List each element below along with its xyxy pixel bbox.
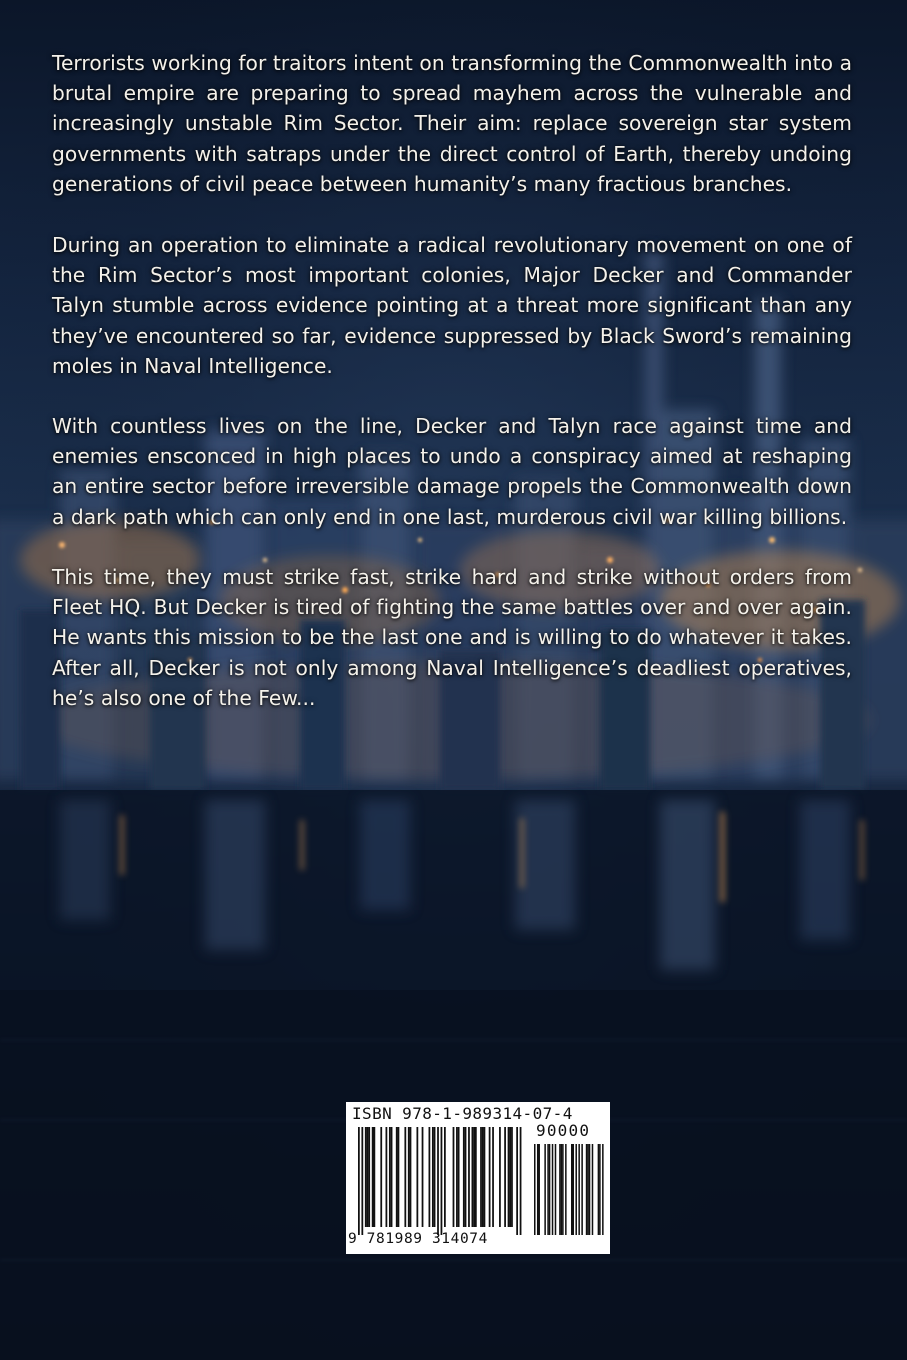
barcode-bar <box>484 1127 486 1227</box>
barcode-bar <box>372 1127 374 1227</box>
addon-bar <box>534 1144 536 1235</box>
addon-bar <box>571 1144 573 1235</box>
barcode-bar <box>456 1127 458 1227</box>
barcode-bar <box>504 1127 506 1227</box>
barcode-bar <box>492 1127 494 1227</box>
barcode-bar <box>432 1127 434 1227</box>
price-code: 90000 <box>536 1121 591 1140</box>
barcode-bar <box>368 1127 370 1227</box>
addon-bar <box>538 1144 540 1235</box>
barcode-bar <box>373 1127 375 1227</box>
barcode-bar <box>516 1127 518 1235</box>
barcode-bar <box>499 1127 501 1227</box>
barcode-bar <box>444 1127 446 1227</box>
blurb-paragraph-3: With countless lives on the line, Decker and Talyn race against time and enemies ensconced in high places to undo a conspiracy aimed at reshaping an entire sector before irreversible damage propels the Commonwealth down a dark path which can only end in one last, murderous civil war killing billions. <box>52 414 852 529</box>
addon-bar <box>598 1144 600 1235</box>
barcode-bar <box>391 1127 393 1227</box>
barcode-bar <box>463 1127 465 1227</box>
barcode-bar <box>520 1127 522 1235</box>
addon-bar <box>561 1144 563 1235</box>
barcode-bar <box>472 1127 474 1227</box>
blurb-paragraph-1: Terrorists working for traitors intent on transforming the Commonwealth into a brutal empire are preparing to spread mayhem across the vulnerable and increasingly unstable Rim Sector. Their aim: replace sovereign star system governments with satraps under the direct control of Earth, thereby undoing generations of civil peace between humanity’s many fractious branches. <box>52 51 852 196</box>
barcode-bar <box>437 1127 439 1235</box>
barcode-bar <box>511 1127 513 1227</box>
addon-bar <box>586 1144 588 1235</box>
addon-bar <box>587 1144 589 1235</box>
blurb-paragraph-4: This time, they must strike fast, strike hard and strike without orders from Fleet HQ. But Decker is tired of fighting the same battles over and over again. He wants this mission to be the last one and is willing to do whatever it takes. After all, Decker is not only among Naval Intelligence’s deadliest operatives, he’s also one of the Few... <box>52 565 852 710</box>
addon-bar <box>575 1144 577 1235</box>
ean-digits: 9 781989 314074 <box>348 1231 488 1247</box>
addon-bar <box>555 1144 557 1235</box>
addon-bar <box>549 1144 551 1235</box>
addon-bar <box>592 1144 594 1235</box>
barcode-bar <box>458 1127 460 1227</box>
barcode-bar <box>367 1127 369 1227</box>
addon-bar <box>581 1144 583 1235</box>
addon-bar <box>565 1144 567 1235</box>
barcode-bar <box>422 1127 424 1227</box>
barcode-bar <box>465 1127 467 1227</box>
addon-bar <box>599 1144 601 1235</box>
addon-bar <box>562 1144 564 1235</box>
addon-bar <box>589 1144 591 1235</box>
barcode-bar <box>509 1127 511 1227</box>
barcode-bar <box>429 1127 431 1227</box>
addon-bar <box>547 1144 549 1235</box>
isbn-barcode <box>346 1102 610 1254</box>
addon-bar <box>578 1144 580 1235</box>
addon-bar <box>559 1144 561 1235</box>
addon-bar <box>552 1144 554 1235</box>
addon-bar <box>537 1144 539 1235</box>
barcode-bar <box>386 1127 388 1227</box>
barcode-bar <box>434 1127 436 1227</box>
addon-bar <box>602 1144 604 1235</box>
barcode-bar <box>416 1127 418 1227</box>
barcode-bar <box>475 1127 477 1227</box>
barcode-bar <box>389 1127 391 1227</box>
barcode-bar <box>361 1127 363 1235</box>
barcode-bar <box>380 1127 382 1227</box>
barcode-bar <box>508 1127 510 1227</box>
barcode-bar <box>482 1127 484 1227</box>
barcode-bar <box>489 1127 491 1227</box>
barcode-bar <box>396 1127 398 1227</box>
blurb-paragraph-2: During an operation to eliminate a radical revolutionary movement on one of the Rim Sector’s most important colonies, Major Decker and Commander Talyn stumble across evidence pointing at a threat more significant than any they’ve encountered so far, evidence suppressed by Black Sword’s remaining moles in Naval Intelligence. <box>52 233 852 378</box>
barcode-bar <box>441 1127 443 1235</box>
addon-bar <box>572 1144 574 1235</box>
barcode-bar <box>480 1127 482 1227</box>
addon-bar <box>544 1144 546 1235</box>
barcode-bar <box>408 1127 410 1227</box>
barcode-bar <box>453 1127 455 1227</box>
barcode-bar <box>473 1127 475 1227</box>
barcode-bar <box>398 1127 400 1227</box>
barcode-bar <box>468 1127 470 1227</box>
isbn-label: ISBN 978-1-989314-07-4 <box>352 1104 573 1123</box>
barcode-bar <box>358 1127 360 1235</box>
barcode-bar <box>410 1127 412 1227</box>
barcode-bar <box>404 1127 406 1227</box>
barcode-bar <box>365 1127 367 1227</box>
